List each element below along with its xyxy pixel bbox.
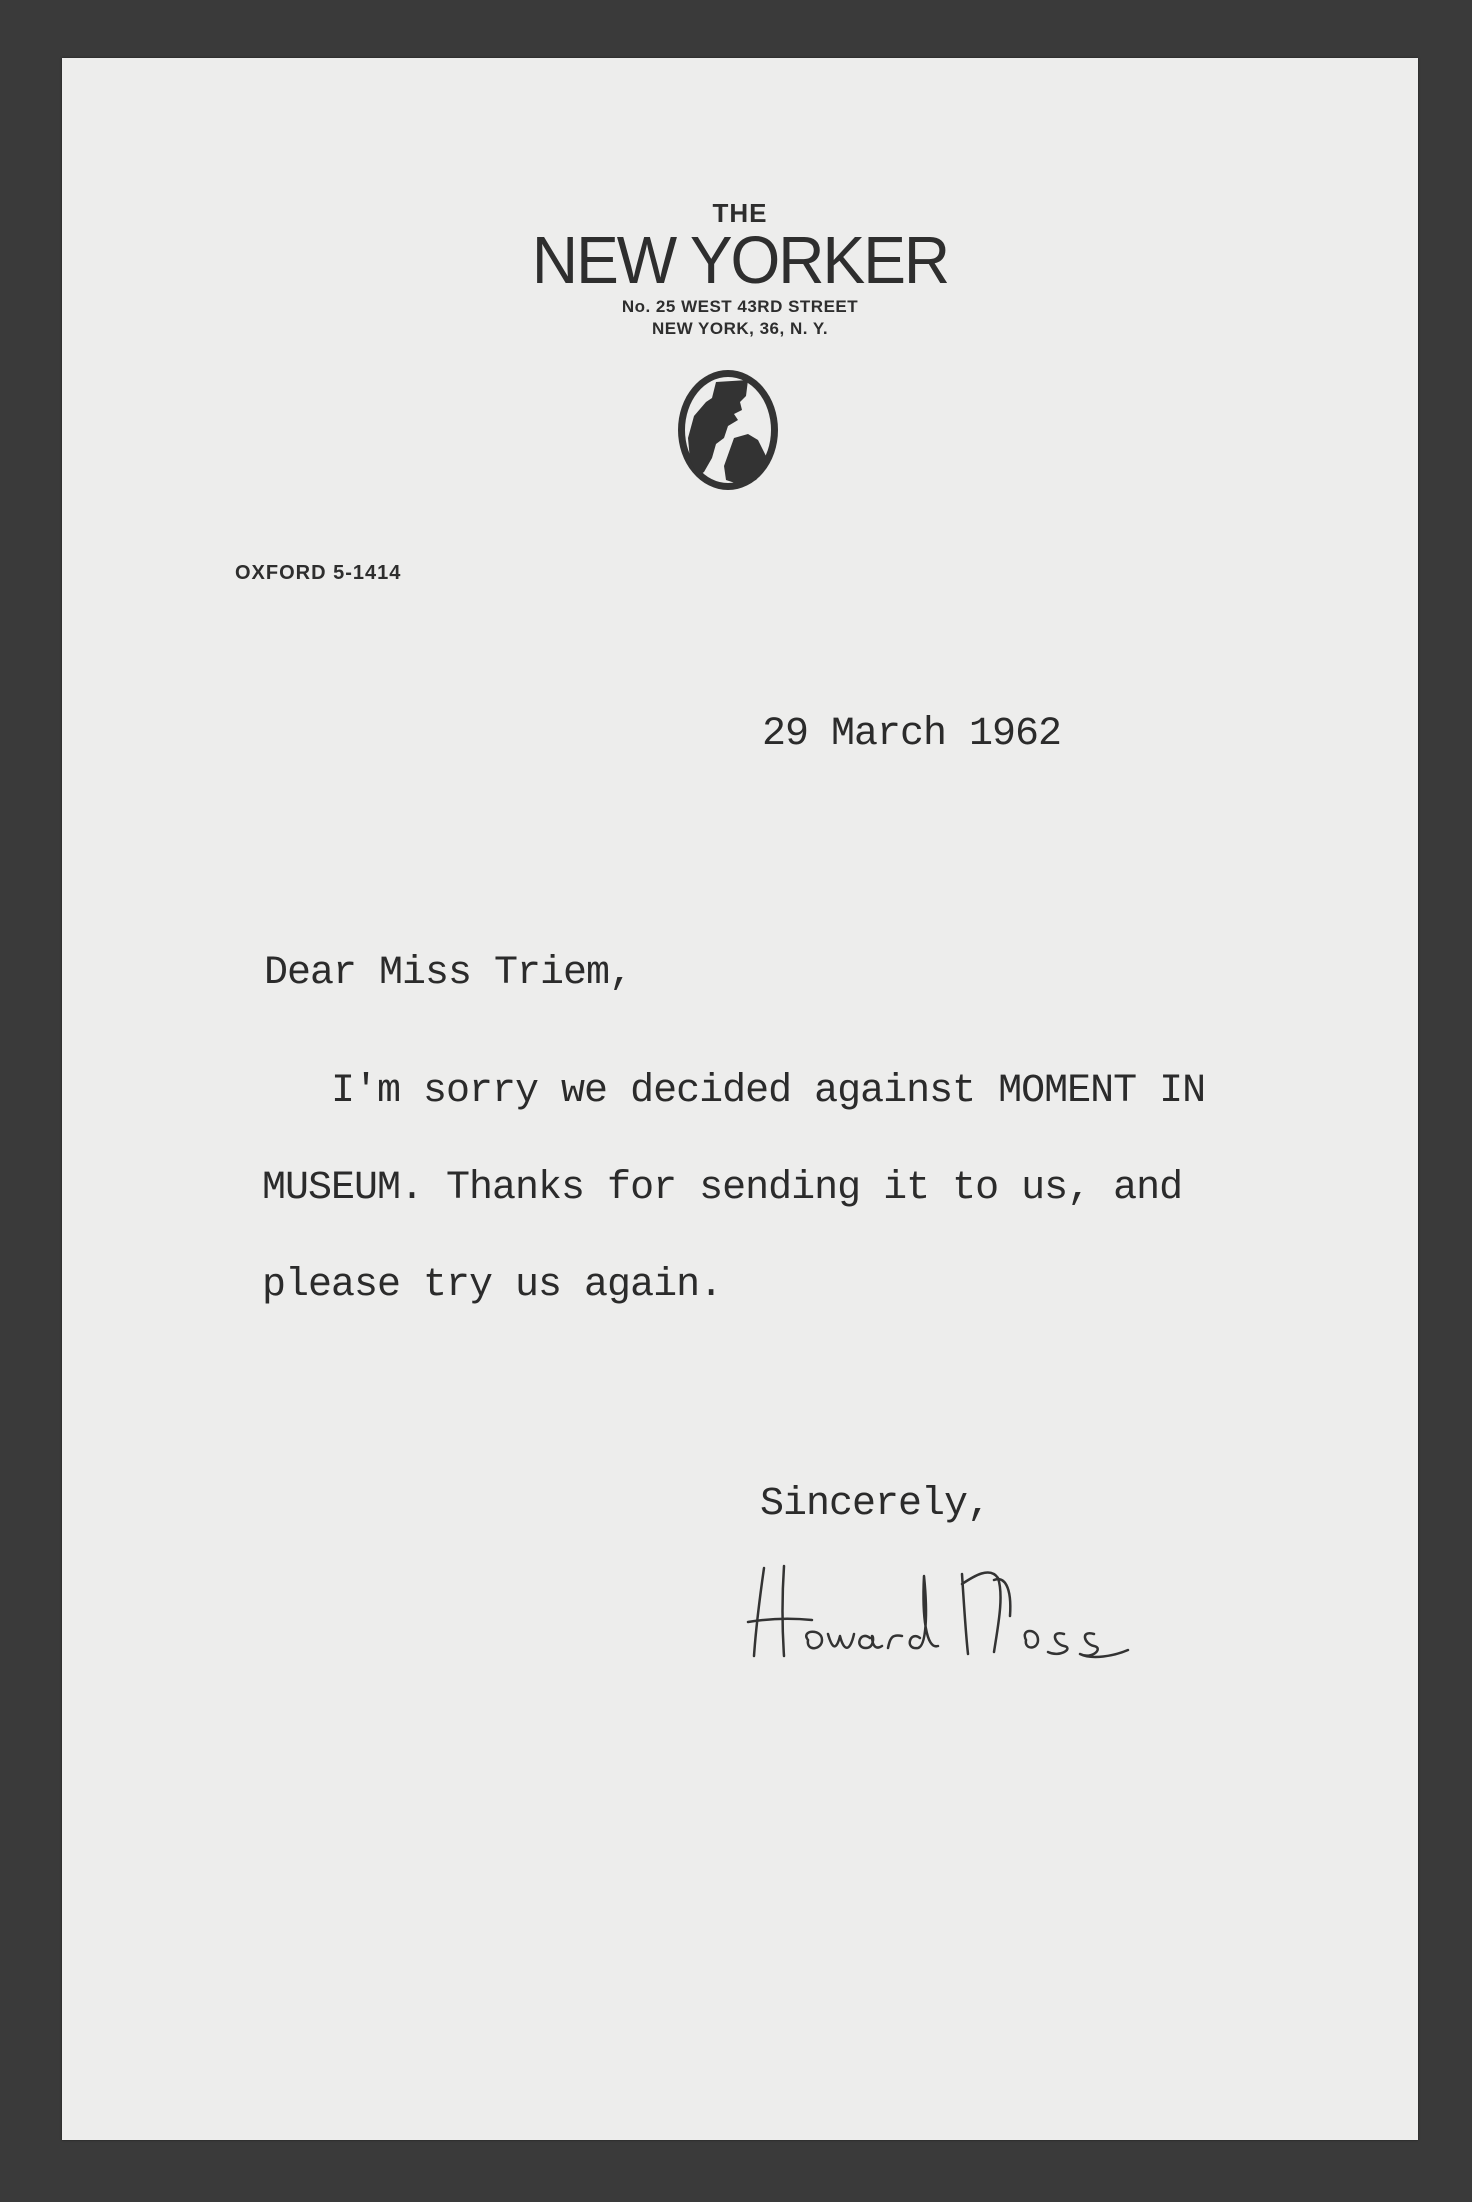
letter-closing: Sincerely,	[760, 1482, 991, 1527]
phone-number: OXFORD 5-1414	[235, 562, 402, 584]
letterhead-address-line2: NEW YORK, 36, N. Y.	[651, 319, 829, 338]
letter-body	[262, 1043, 1205, 1334]
letter-sheet	[62, 58, 1418, 2140]
handwritten-signature	[742, 1556, 1132, 1676]
letter-body-line: please try us again.	[262, 1263, 723, 1308]
letterhead-the: THE	[712, 198, 768, 228]
letter-date: 29 March 1962	[762, 712, 1062, 757]
letter-body-line: MUSEUM. Thanks for sending it to us, and	[262, 1166, 1183, 1211]
letter-body-line: I'm sorry we decided against MOMENT IN	[262, 1069, 1206, 1114]
letterhead-address-line1: No. 25 WEST 43RD STREET	[621, 297, 859, 316]
letter-salutation: Dear Miss Triem,	[264, 951, 633, 996]
letterhead	[62, 198, 1418, 340]
eustace-tilley-silhouette-icon	[676, 368, 780, 492]
letterhead-title: NEW YORKER	[531, 222, 949, 298]
